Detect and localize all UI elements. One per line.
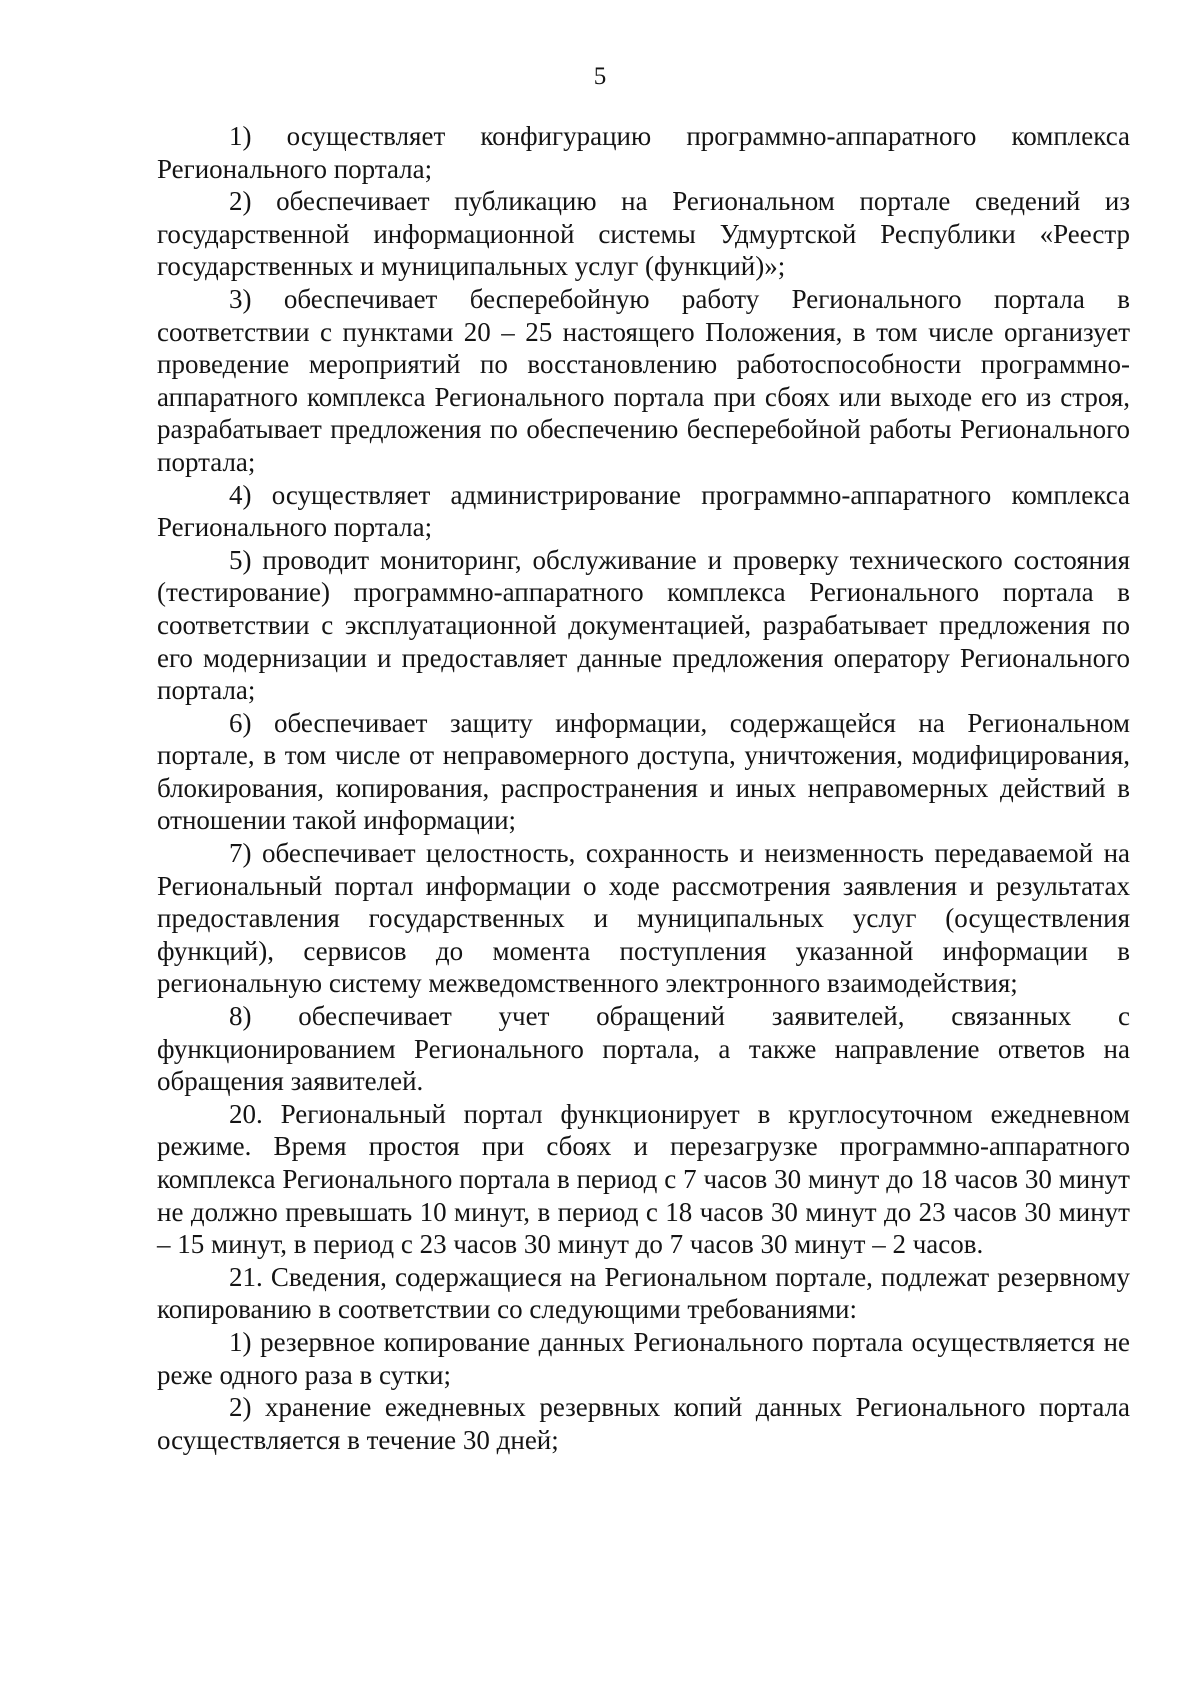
paragraph-subitem-1: 1) резервное копирование данных Регионального портала осуществляется не реже одного раза в сутки; — [157, 1326, 1130, 1390]
paragraph-section-21: 21. Сведения, содержащиеся на Региональном портале, подлежат резервному копированию в соответствии со следующими требованиями: — [157, 1261, 1130, 1325]
page-number: 5 — [593, 63, 607, 90]
paragraph-item-4: 4) осуществляет администрирование программно-аппаратного комплекса Регионального портала; — [157, 479, 1130, 543]
paragraph-item-7: 7) обеспечивает целостность, сохранность и неизменность передаваемой на Региональный портал информации о ходе рассмотрения заявления и результатах предоставления государственных и муниципальных услуг (осуществления функций), сервисов до момента поступления указанной информации в региональную систему межведомственного электронного взаимодействия; — [157, 838, 1130, 999]
paragraph-item-5: 5) проводит мониторинг, обслуживание и проверку технического состояния (тестирование) программно-аппаратного комплекса Регионального портала в соответствии с эксплуатационной документацией, разрабатывает предложения по его модернизации и предоставляет данные предложения оператору Регионального портала; — [157, 544, 1130, 706]
paragraph-item-8: 8) обеспечивает учет обращений заявителей, связанных с функционированием Регионального портала, а также направление ответов на обращения заявителей. — [157, 1001, 1130, 1097]
paragraph-item-2: 2) обеспечивает публикацию на Региональном портале сведений из государственной информационной системы Удмуртской Республики «Реестр государственных и муниципальных услуг (функций)»; — [157, 186, 1130, 282]
paragraph-subitem-2: 2) хранение ежедневных резервных копий данных Регионального портала осуществляется в течение 30 дней; — [157, 1392, 1130, 1455]
document-body — [157, 120, 1130, 1456]
paragraph-item-3: 3) обеспечивает бесперебойную работу Регионального портала в соответствии с пунктами 20 – 25 настоящего Положения, в том числе организует проведение мероприятий по восстановлению работоспособности программно-аппаратного комплекса Регионального портала при сбоях или выходе его из строя, разрабатывает предложения по обеспечению бесперебойной работы Регионального портала; — [157, 283, 1130, 477]
paragraph-item-1: 1) осуществляет конфигурацию программно-аппаратного комплекса Регионального портала; — [157, 121, 1130, 184]
paragraph-section-20: 20. Региональный портал функционирует в круглосуточном ежедневном режиме. Время простоя при сбоях и перезагрузке программно-аппаратного комплекса Регионального портала в период с 7 часов 30 минут до 18 часов 30 минут не должно превышать 10 минут, в период с 18 часов 30 минут до 23 часов 30 минут – 15 минут, в период с 23 часов 30 минут до 7 часов 30 минут – 2 часов. — [157, 1098, 1130, 1260]
paragraph-item-6: 6) обеспечивает защиту информации, содержащейся на Региональном портале, в том числе от неправомерного доступа, уничтожения, модифицирования, блокирования, копирования, распространения и иных неправомерных действий в отношении такой информации; — [157, 707, 1130, 836]
